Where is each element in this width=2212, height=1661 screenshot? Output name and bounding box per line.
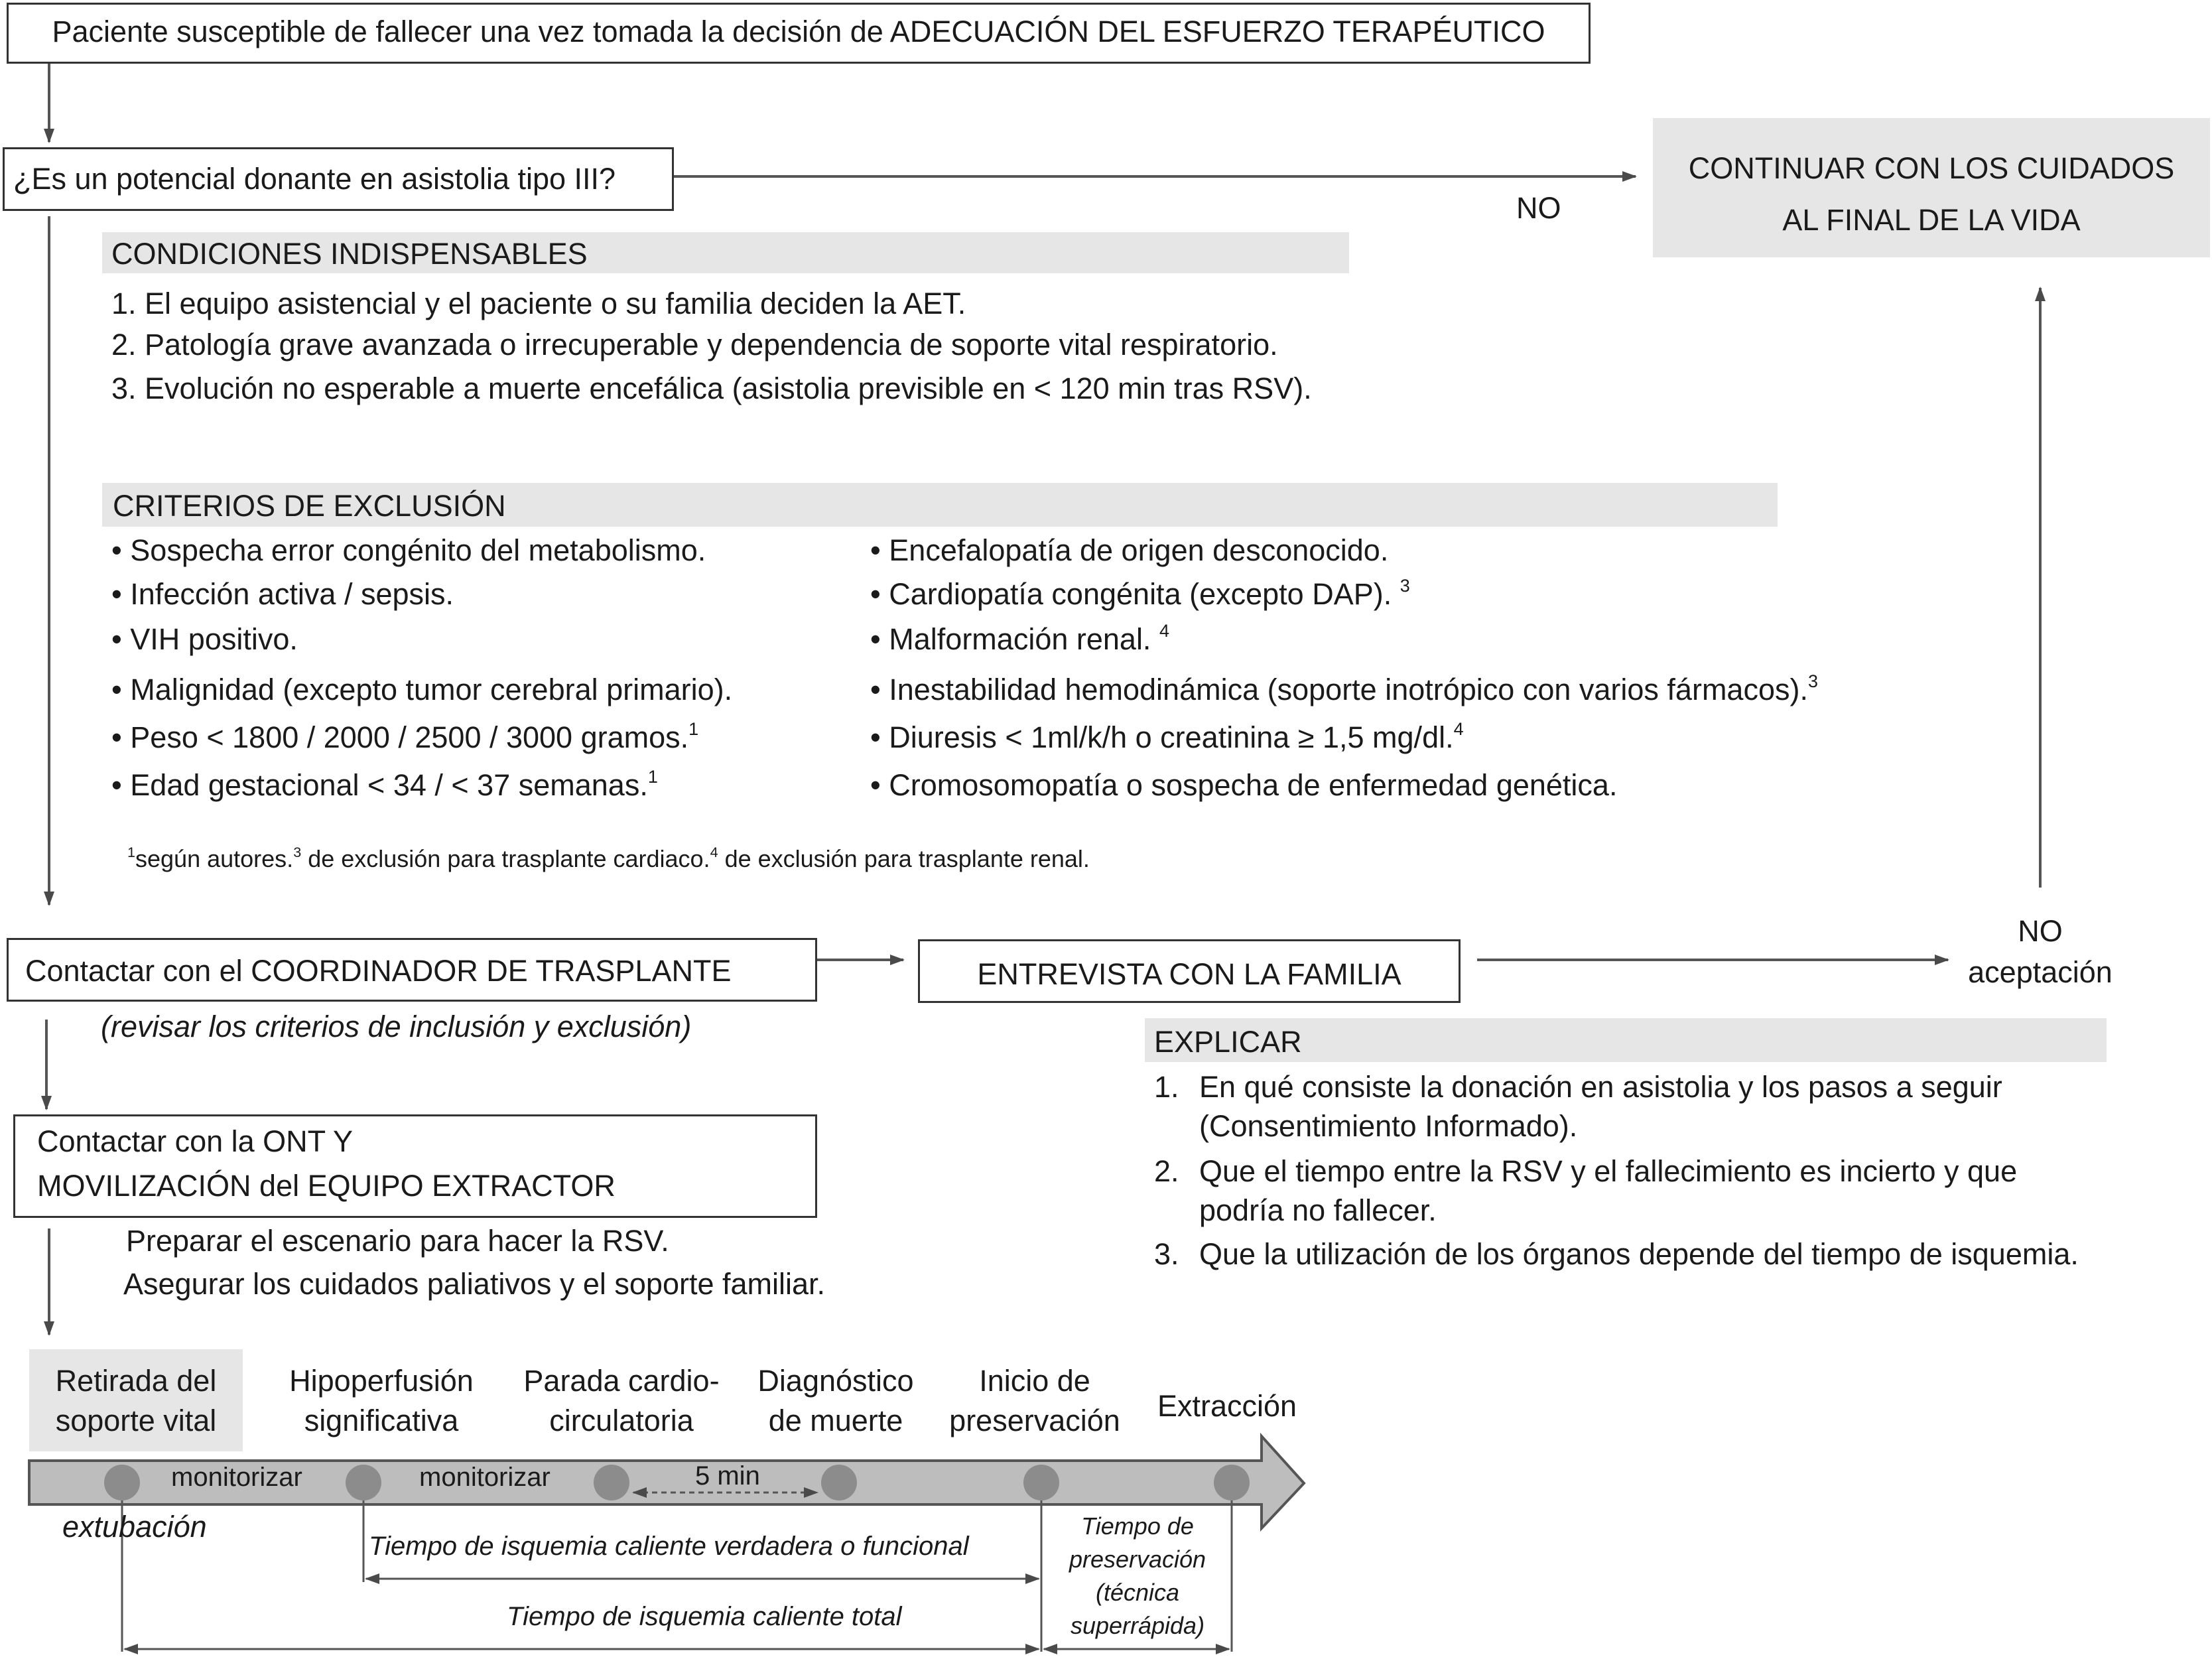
- stage-4-line1: Diagnóstico: [757, 1364, 914, 1398]
- timeline-dot-4: [821, 1465, 857, 1500]
- stage-2-line2: significativa: [304, 1404, 459, 1437]
- stage-3-line2: circulatoria: [549, 1404, 694, 1437]
- conditions-title: CONDICIONES INDISPENSABLES: [111, 237, 588, 271]
- condition-3: 3. Evolución no esperable a muerte encefálica (asistolia previsible en < 120 min tras RSV).: [111, 371, 1312, 405]
- exclusion-right-3: • Malformación renal. $^4$: [870, 621, 1169, 656]
- stage-1-line2: soporte vital: [55, 1404, 217, 1437]
- exclusion-right-5: • Diuresis < 1ml/k/h o creatinina ≥ 1,5 mg/dl.$^4$: [870, 719, 1464, 754]
- exclusion-right-2: • Cardiopatía congénita (excepto DAP). $^3$: [870, 576, 1410, 611]
- top-box-text: Paciente susceptible de fallecer una vez tomada la decisión de ADECUACIÓN DEL ESFUERZO TERAPÉUTICO: [52, 15, 1545, 48]
- condition-1: 1. El equipo asistencial y el paciente o su familia deciden la AET.: [111, 287, 966, 320]
- timeline-dot-6: [1214, 1465, 1250, 1500]
- stage-6-line1: Extracción: [1157, 1389, 1297, 1423]
- timeline-dot-5: [1023, 1465, 1059, 1500]
- stage-5-line2: preservación: [949, 1404, 1120, 1437]
- exclusion-left-6: • Edad gestacional < 34 / < 37 semanas.$^1$: [111, 767, 658, 802]
- family-text: ENTREVISTA CON LA FAMILIA: [977, 957, 1401, 991]
- preservation-line3: (técnica: [1095, 1579, 1180, 1606]
- explain-2-num: 2.: [1154, 1154, 1179, 1188]
- monitor-label-2: monitorizar: [419, 1463, 551, 1492]
- exclusion-right-6: • Cromosomopatía o sospecha de enfermedad genética.: [870, 768, 1618, 802]
- exclusion-right-4: • Inestabilidad hemodinámica (soporte inotrópico con varios fármacos).$^3$: [870, 671, 1818, 706]
- explain-1-line1: En qué consiste la donación en asistolia y los pasos a seguir: [1199, 1070, 2002, 1104]
- ont-line2: MOVILIZACIÓN del EQUIPO EXTRACTOR: [37, 1169, 616, 1203]
- exclusion-left-5: • Peso < 1800 / 2000 / 2500 / 3000 gramos.$^1$: [111, 719, 699, 754]
- continue-line1: CONTINUAR CON LOS CUIDADOS: [1688, 151, 2175, 185]
- exclusion-left-1: • Sospecha error congénito del metabolismo.: [111, 533, 706, 567]
- coordinator-text: Contactar con el COORDINADOR DE TRASPLANTE: [25, 954, 732, 988]
- timeline-dot-1: [104, 1465, 140, 1500]
- prepare-line2: Asegurar los cuidados paliativos y el soporte familiar.: [123, 1267, 826, 1301]
- no-acceptance-line2: aceptación: [1968, 955, 2113, 989]
- continue-line2: AL FINAL DE LA VIDA: [1782, 203, 2081, 237]
- explain-3-num: 3.: [1154, 1237, 1179, 1271]
- stage-3-line1: Parada cardio-: [523, 1364, 720, 1398]
- ont-line1: Contactar con la ONT Y: [37, 1124, 354, 1158]
- monitor-label-1: monitorizar: [171, 1463, 302, 1492]
- exclusion-left-3: • VIH positivo.: [111, 622, 298, 656]
- stage-1-line1: Retirada del: [55, 1364, 217, 1398]
- no-acceptance-line1: NO: [2018, 914, 2063, 948]
- preservation-line2: preservación: [1069, 1546, 1206, 1573]
- explain-2-line1: Que el tiempo entre la RSV y el fallecimiento es incierto y que: [1199, 1154, 2018, 1188]
- timeline-dot-2: [346, 1465, 381, 1500]
- exclusion-left-2: • Infección activa / sepsis.: [111, 577, 454, 611]
- prepare-line1: Preparar el escenario para hacer la RSV.: [126, 1224, 669, 1258]
- exclusion-title: CRITERIOS DE EXCLUSIÓN: [113, 489, 506, 523]
- exclusion-right-1: • Encefalopatía de origen desconocido.: [870, 533, 1389, 567]
- extubation-label: extubación: [62, 1510, 207, 1544]
- stage-4-line2: de muerte: [768, 1404, 903, 1437]
- five-min-label: 5 min: [695, 1461, 760, 1491]
- preservation-line1: Tiempo de: [1081, 1512, 1194, 1540]
- stage-2-line1: Hipoperfusión: [289, 1364, 474, 1398]
- explain-2-line2: podría no fallecer.: [1199, 1193, 1437, 1227]
- exclusion-left-4: • Malignidad (excepto tumor cerebral primario).: [111, 673, 733, 706]
- preservation-line4: superrápida): [1070, 1612, 1205, 1639]
- coordinator-note: (revisar los criterios de inclusión y exclusión): [101, 1010, 692, 1043]
- explain-1-line2: (Consentimiento Informado).: [1199, 1109, 1578, 1143]
- explain-title: EXPLICAR: [1154, 1025, 1302, 1059]
- explain-1-num: 1.: [1154, 1070, 1179, 1104]
- question-text: ¿Es un potencial donante en asistolia tipo III?: [13, 162, 616, 196]
- exclusion-footnote: $^1$según autores.$^3$ de exclusión para trasplante cardiaco.$^4$ de exclusión para trasplante renal.: [127, 843, 1090, 872]
- no-label: NO: [1516, 191, 1561, 225]
- explain-3-line1: Que la utilización de los órganos depende del tiempo de isquemia.: [1199, 1237, 2079, 1271]
- warm-true-label: Tiempo de isquemia caliente verdadera o funcional: [369, 1532, 969, 1561]
- stage-5-line1: Inicio de: [979, 1364, 1090, 1398]
- warm-total-label: Tiempo de isquemia caliente total: [507, 1602, 902, 1631]
- condition-2: 2. Patología grave avanzada o irrecuperable y dependencia de soporte vital respiratorio.: [111, 328, 1278, 362]
- timeline-dot-3: [594, 1465, 629, 1500]
